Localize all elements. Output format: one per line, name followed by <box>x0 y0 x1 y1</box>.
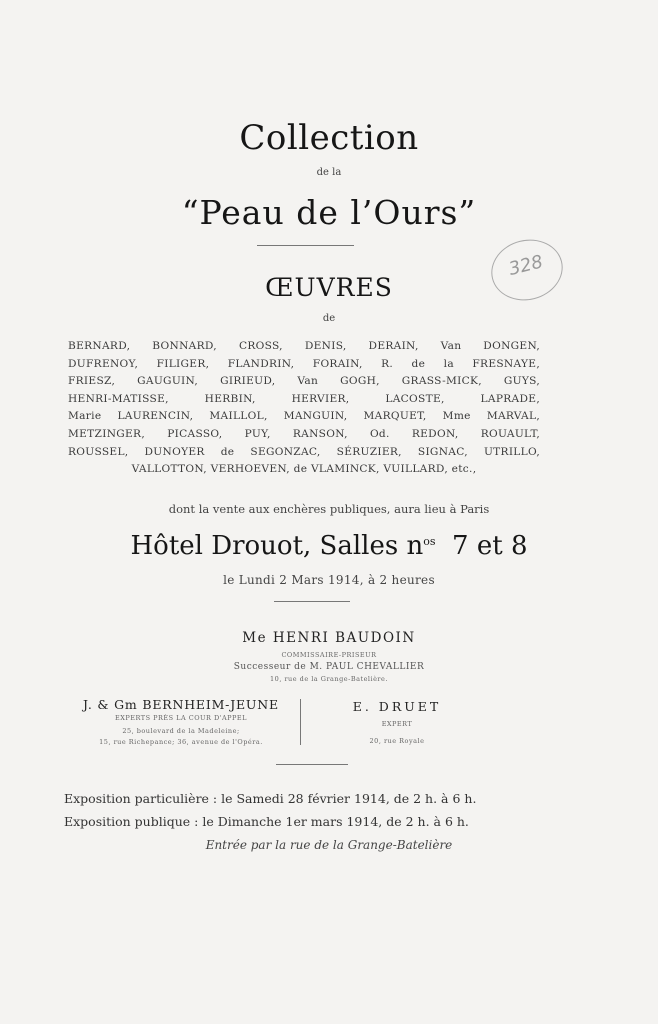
hotel-text: Hôtel Drouot, Salles n <box>130 531 424 561</box>
entree-text: Entrée par la rue de la Grange-Batelière <box>205 838 453 852</box>
artists-line: FRIESZ, GAUGUIN, GIRIEUD, Van GOGH, GRASS-MICK, GUYS, <box>68 375 540 388</box>
sale-text: dont la vente aux enchères publiques, aura lieu à Paris <box>168 502 490 516</box>
expert-left-name: J. & Gm BERNHEIM-JEUNE <box>83 697 279 712</box>
exposition-publique: Exposition publique : le Dimanche 1er mars 1914, de 2 h. à 6 h. <box>64 814 469 829</box>
expert-left-address-1: 25, boulevard de la Madeleine; <box>122 727 240 735</box>
artists-list <box>68 338 540 479</box>
expert-right-name: E. DRUET <box>352 699 442 714</box>
hotel-drouot-line <box>0 531 658 561</box>
collection-title: Collection <box>239 118 419 158</box>
artists-line: Marie LAURENCIN, MAILLOL, MANGUIN, MARQUET, Mme MARVAL, <box>68 410 540 423</box>
de-text: de <box>322 313 336 324</box>
expert-divider <box>300 699 301 745</box>
artists-line: VALLOTTON, VERHOEVEN, de VLAMINCK, VUILLARD, etc., <box>131 463 477 476</box>
artists-line: BERNARD, BONNARD, CROSS, DENIS, DERAIN, Van DONGEN, <box>68 340 540 352</box>
divider-1 <box>257 245 354 246</box>
hotel-sup: os <box>423 535 436 548</box>
sale-date: le Lundi 2 Mars 1914, à 2 heures <box>223 573 435 587</box>
expert-right-role: EXPERT <box>381 720 413 728</box>
expert-right-address: 20, rue Royale <box>369 737 425 745</box>
artists-line: ROUSSEL, DUNOYER de SEGONZAC, SÉRUZIER, SIGNAC, UTRILLO, <box>68 445 540 458</box>
expert-left-address-2: 15, rue Richepance; 36, avenue de l'Opéra. <box>99 738 263 746</box>
divider-2 <box>274 601 350 602</box>
exposition-particuliere: Exposition particulière : le Samedi 28 février 1914, de 2 h. à 6 h. <box>64 791 477 806</box>
artists-line: HENRI-MATISSE, HERBIN, HERVIER, LACOSTE, LAPRADE, <box>68 392 540 405</box>
artists-line: DUFRENOY, FILIGER, FLANDRIN, FORAIN, R. de la FRESNAYE, <box>68 357 540 370</box>
divider-3 <box>276 764 348 765</box>
oeuvres-heading: ŒUVRES <box>265 273 393 302</box>
auctioneer-name: Me HENRI BAUDOIN <box>242 630 416 646</box>
de-la-text: de la <box>316 167 342 178</box>
auctioneer-role: COMMISSAIRE-PRISEUR <box>281 651 377 659</box>
peau-de-lours-title: “Peau de l’Ours” <box>181 193 477 232</box>
hotel-numbers: 7 et 8 <box>452 531 528 561</box>
expert-left-role: EXPERTS PRÈS LA COUR D'APPEL <box>115 714 247 722</box>
successor-address: 10, rue de la Grange-Batelière. <box>270 675 388 683</box>
artists-line: METZINGER, PICASSO, PUY, RANSON, Od. REDON, ROUAULT, <box>68 427 540 440</box>
stamp-number: 328 <box>506 251 546 280</box>
successor-text: Successeur de M. PAUL CHEVALLIER <box>233 662 425 672</box>
